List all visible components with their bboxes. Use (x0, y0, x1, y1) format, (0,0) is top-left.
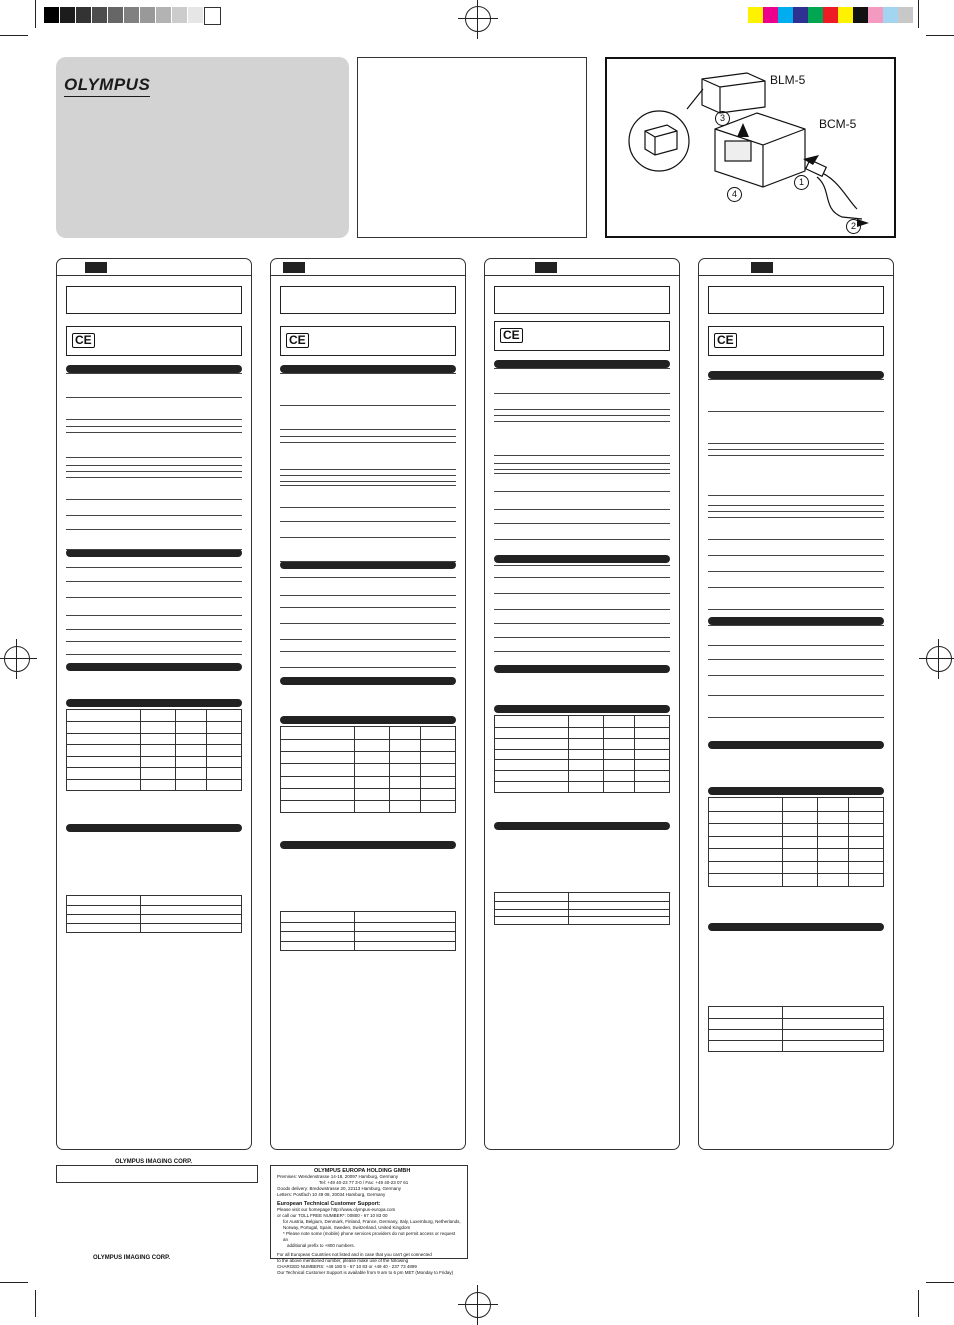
table-column-rule (354, 727, 355, 812)
table-row-rule (495, 738, 669, 739)
table-column-rule (817, 798, 818, 886)
text-rule (280, 429, 456, 430)
text-rule (494, 421, 670, 422)
color-swatch (868, 7, 883, 23)
text-rule (66, 397, 242, 398)
table-row-rule (709, 1018, 883, 1019)
registration-mark (465, 6, 491, 32)
support-line: additional prefix to +800 numbers. (287, 1243, 355, 1248)
spec-table (66, 895, 242, 933)
step-4-marker: 4 (727, 187, 742, 202)
support-line: CHARGED NUMBERS: +49 180 5 - 67 10 83 or +49 40 - 237 73 4899 (277, 1264, 417, 1269)
text-rule (280, 507, 456, 508)
table-row-rule (281, 776, 455, 777)
text-rule (280, 577, 456, 578)
spec-table (494, 715, 670, 793)
text-rule (280, 469, 456, 470)
registration-mark (465, 1292, 491, 1318)
text-rule (280, 373, 456, 374)
text-rule (66, 597, 242, 598)
color-swatch (853, 7, 868, 23)
color-swatch (763, 7, 778, 23)
table-row-rule (709, 861, 883, 862)
table-column-rule (782, 1007, 783, 1051)
title-box (280, 286, 456, 314)
text-rule (494, 577, 670, 578)
ce-mark-box (708, 326, 884, 356)
text-rule (66, 629, 242, 630)
header-rule (57, 275, 251, 276)
battery-label: BLM-5 (770, 73, 806, 87)
text-rule (708, 379, 884, 380)
text-rule (494, 409, 670, 410)
section-heading-bar (494, 360, 670, 368)
table-column-rule (206, 710, 207, 790)
text-rule (66, 581, 242, 582)
section-heading-bar (708, 923, 884, 931)
table-row-rule (709, 873, 883, 874)
registration-mark (926, 646, 952, 672)
section-heading-bar (494, 665, 670, 673)
crop-mark (35, 0, 36, 28)
olympus-logo: OLYMPUS (64, 75, 150, 97)
gray-swatch (108, 7, 123, 23)
text-rule (708, 675, 884, 676)
text-rule (280, 561, 456, 562)
section-heading-bar (494, 822, 670, 830)
table-column-rule (634, 716, 635, 792)
header-rule (271, 275, 465, 276)
table-column-rule (175, 710, 176, 790)
text-rule (280, 521, 456, 522)
europa-title: OLYMPUS EUROPA HOLDING GMBH (311, 1168, 413, 1174)
language-column-3 (484, 258, 680, 1150)
gray-swatch (60, 7, 75, 23)
gray-swatch (156, 7, 171, 23)
color-swatch (778, 7, 793, 23)
imaging-corp-box (56, 1159, 258, 1183)
text-rule (66, 654, 242, 655)
table-row-rule (67, 756, 241, 757)
text-rule (280, 442, 456, 443)
text-rule (280, 651, 456, 652)
text-rule (708, 645, 884, 646)
table-row-rule (281, 739, 455, 740)
section-heading-bar (280, 716, 456, 724)
section-heading-bar (280, 841, 456, 849)
text-rule (280, 485, 456, 486)
text-rule (708, 443, 884, 444)
table-row-rule (281, 788, 455, 789)
table-row-rule (67, 923, 241, 924)
table-column-rule (782, 798, 783, 886)
ce-mark-icon: CE (72, 333, 95, 348)
table-row-rule (281, 763, 455, 764)
text-rule (494, 593, 670, 594)
color-swatch (793, 7, 808, 23)
europa-contact-box (270, 1165, 468, 1275)
charger-illustration (605, 57, 896, 238)
text-rule (708, 539, 884, 540)
ce-mark-icon: CE (500, 328, 523, 343)
table-row-rule (67, 779, 241, 780)
language-column-2 (270, 258, 466, 1150)
text-rule (494, 651, 670, 652)
text-rule (494, 473, 670, 474)
text-rule (494, 509, 670, 510)
text-rule (66, 477, 242, 478)
text-rule (280, 481, 456, 482)
text-rule (494, 455, 670, 456)
text-rule (280, 667, 456, 668)
address-line: Tel: +49 40-23 77 3-0 / Fax: +49 40-23 07 61 (319, 1180, 409, 1185)
language-tab (751, 262, 773, 273)
table-row-rule (67, 914, 241, 915)
text-rule (708, 495, 884, 496)
text-rule (708, 609, 884, 610)
table-column-rule (389, 727, 390, 812)
text-rule (494, 523, 670, 524)
section-heading-bar (708, 741, 884, 749)
table-column-rule (140, 896, 141, 932)
text-rule (66, 457, 242, 458)
blank-panel (357, 57, 587, 238)
registration-mark (4, 646, 30, 672)
gray-swatch (44, 7, 59, 23)
text-rule (708, 517, 884, 518)
crop-mark (0, 35, 28, 36)
crop-mark (926, 35, 954, 36)
support-line: * Please note some (mobile) phone services providers do not permit access or request an (283, 1231, 456, 1242)
table-row-rule (281, 751, 455, 752)
text-rule (66, 567, 242, 568)
table-row-rule (495, 901, 669, 902)
table-row-rule (67, 905, 241, 906)
text-rule (280, 639, 456, 640)
gray-swatch (204, 7, 221, 25)
gray-swatch (172, 7, 187, 23)
text-rule (494, 565, 670, 566)
header-rule (699, 275, 893, 276)
support-line: or call our TOLL FREE NUMBER*: 00800 - 67 10 83 00 (277, 1213, 388, 1218)
text-rule (494, 393, 670, 394)
ce-mark-box (494, 321, 670, 351)
text-rule (708, 587, 884, 588)
table-row-rule (495, 749, 669, 750)
section-heading-bar (66, 549, 242, 557)
section-heading-bar (494, 555, 670, 563)
table-row-rule (495, 916, 669, 917)
table-row-rule (281, 800, 455, 801)
table-row-rule (67, 721, 241, 722)
text-rule (280, 607, 456, 608)
spec-table (280, 726, 456, 813)
section-heading-bar (708, 787, 884, 795)
address-line: Letters: Postfach 10 49 08, 20034 Hamburg, Germany (277, 1192, 386, 1197)
text-rule (280, 623, 456, 624)
spec-table (494, 892, 670, 925)
gray-swatch (92, 7, 107, 23)
support-line: Norway, Portugal, Spain, Sweden, Switzerland, United Kingdom (283, 1225, 411, 1230)
title-box (708, 286, 884, 314)
text-rule (66, 641, 242, 642)
step-2-marker: 2 (846, 219, 861, 234)
table-column-rule (420, 727, 421, 812)
address-line: Goods delivery: Bredowstrasse 20, 22113 Hamburg, Germany (277, 1186, 401, 1191)
table-row-rule (495, 727, 669, 728)
gray-swatch (124, 7, 139, 23)
crop-mark (918, 0, 919, 28)
section-heading-bar (708, 617, 884, 625)
support-line: Our Technical Customer Support is available from 9 am to 6 pm MET (Monday to Friday) (277, 1270, 454, 1275)
table-column-rule (140, 710, 141, 790)
table-row-rule (495, 759, 669, 760)
text-rule (708, 625, 884, 626)
section-heading-bar (280, 561, 456, 569)
section-heading-bar (66, 365, 242, 373)
table-column-rule (603, 716, 604, 792)
text-rule (280, 475, 456, 476)
table-row-rule (709, 836, 883, 837)
support-line: to the above mentioned number, please make use of the following (277, 1258, 409, 1263)
table-column-rule (354, 912, 355, 950)
text-rule (280, 405, 456, 406)
step-1-marker: 1 (794, 175, 809, 190)
table-row-rule (709, 1040, 883, 1041)
section-heading-bar (66, 824, 242, 832)
language-column-1 (56, 258, 252, 1150)
color-swatch (838, 7, 853, 23)
text-rule (708, 717, 884, 718)
title-box (494, 286, 670, 314)
color-swatch (823, 7, 838, 23)
table-row-rule (281, 922, 455, 923)
color-swatch (808, 7, 823, 23)
gray-swatch (140, 7, 155, 23)
color-swatch (898, 7, 913, 23)
text-rule (494, 469, 670, 470)
text-rule (280, 436, 456, 437)
text-rule (66, 529, 242, 530)
table-row-rule (495, 770, 669, 771)
section-heading-bar (708, 371, 884, 379)
table-row-rule (67, 744, 241, 745)
text-rule (66, 499, 242, 500)
charger-drawing (607, 59, 894, 236)
table-column-rule (848, 798, 849, 886)
text-rule (280, 537, 456, 538)
charger-label: BCM-5 (819, 117, 857, 131)
language-column-4 (698, 258, 894, 1150)
table-row-rule (495, 781, 669, 782)
step-3-marker: 3 (715, 111, 730, 126)
table-row-rule (709, 848, 883, 849)
text-rule (494, 368, 670, 369)
text-rule (66, 465, 242, 466)
text-rule (494, 415, 670, 416)
table-column-rule (568, 893, 569, 924)
text-rule (66, 373, 242, 374)
spec-table (708, 1006, 884, 1052)
ce-mark-box (280, 326, 456, 356)
text-rule (708, 455, 884, 456)
support-line: Please visit our homepage http://www.olympus-europa.com (277, 1207, 396, 1212)
language-tab (535, 262, 557, 273)
address-line: Premises: Wendenstrasse 14-18, 20097 Hamburg, Germany (277, 1174, 398, 1179)
spec-table (66, 709, 242, 791)
crop-mark (0, 1282, 28, 1283)
section-heading-bar (66, 663, 242, 671)
language-tab (85, 262, 107, 273)
imaging-corp-title: OLYMPUS IMAGING CORP. (112, 1159, 195, 1165)
text-rule (494, 623, 670, 624)
title-box (66, 286, 242, 314)
ce-mark-icon: CE (714, 333, 737, 348)
support-line: For all European Countries not listed and in case that you can't get connected (277, 1252, 432, 1257)
crop-mark (35, 1290, 36, 1317)
crop-mark (918, 1290, 919, 1317)
ce-mark-icon: CE (286, 333, 309, 348)
text-rule (708, 411, 884, 412)
text-rule (66, 419, 242, 420)
text-rule (66, 471, 242, 472)
text-rule (708, 659, 884, 660)
spec-table (708, 797, 884, 887)
color-swatch (748, 7, 763, 23)
color-swatch (883, 7, 898, 23)
text-rule (708, 571, 884, 572)
language-tab (283, 262, 305, 273)
table-column-rule (568, 716, 569, 792)
text-rule (708, 511, 884, 512)
table-row-rule (67, 767, 241, 768)
table-row-rule (281, 941, 455, 942)
text-rule (494, 463, 670, 464)
table-row-rule (709, 1029, 883, 1030)
spec-table (280, 911, 456, 951)
text-rule (494, 609, 670, 610)
imaging-corp-brand: OLYMPUS IMAGING CORP. (93, 1255, 171, 1261)
text-rule (494, 539, 670, 540)
header-rule (485, 275, 679, 276)
support-title: European Technical Customer Support: (277, 1201, 381, 1207)
text-rule (494, 491, 670, 492)
text-rule (66, 515, 242, 516)
text-rule (66, 432, 242, 433)
support-line: for Austria, Belgium, Denmark, Finland, France, Germany, Italy, Luxemburg, Netherlands, (283, 1219, 461, 1224)
ce-mark-box (66, 326, 242, 356)
section-heading-bar (280, 677, 456, 685)
text-rule (708, 555, 884, 556)
gray-swatch (188, 7, 203, 23)
table-row-rule (495, 909, 669, 910)
text-rule (66, 426, 242, 427)
text-rule (708, 695, 884, 696)
table-row-rule (709, 811, 883, 812)
text-rule (66, 549, 242, 550)
gray-swatch (76, 7, 91, 23)
cover-panel (56, 57, 349, 238)
crop-mark (926, 1282, 954, 1283)
table-row-rule (281, 931, 455, 932)
text-rule (708, 505, 884, 506)
section-heading-bar (494, 705, 670, 713)
text-rule (494, 637, 670, 638)
table-row-rule (67, 733, 241, 734)
text-rule (708, 449, 884, 450)
section-heading-bar (280, 365, 456, 373)
section-heading-bar (66, 699, 242, 707)
table-row-rule (709, 823, 883, 824)
text-rule (280, 595, 456, 596)
text-rule (66, 615, 242, 616)
